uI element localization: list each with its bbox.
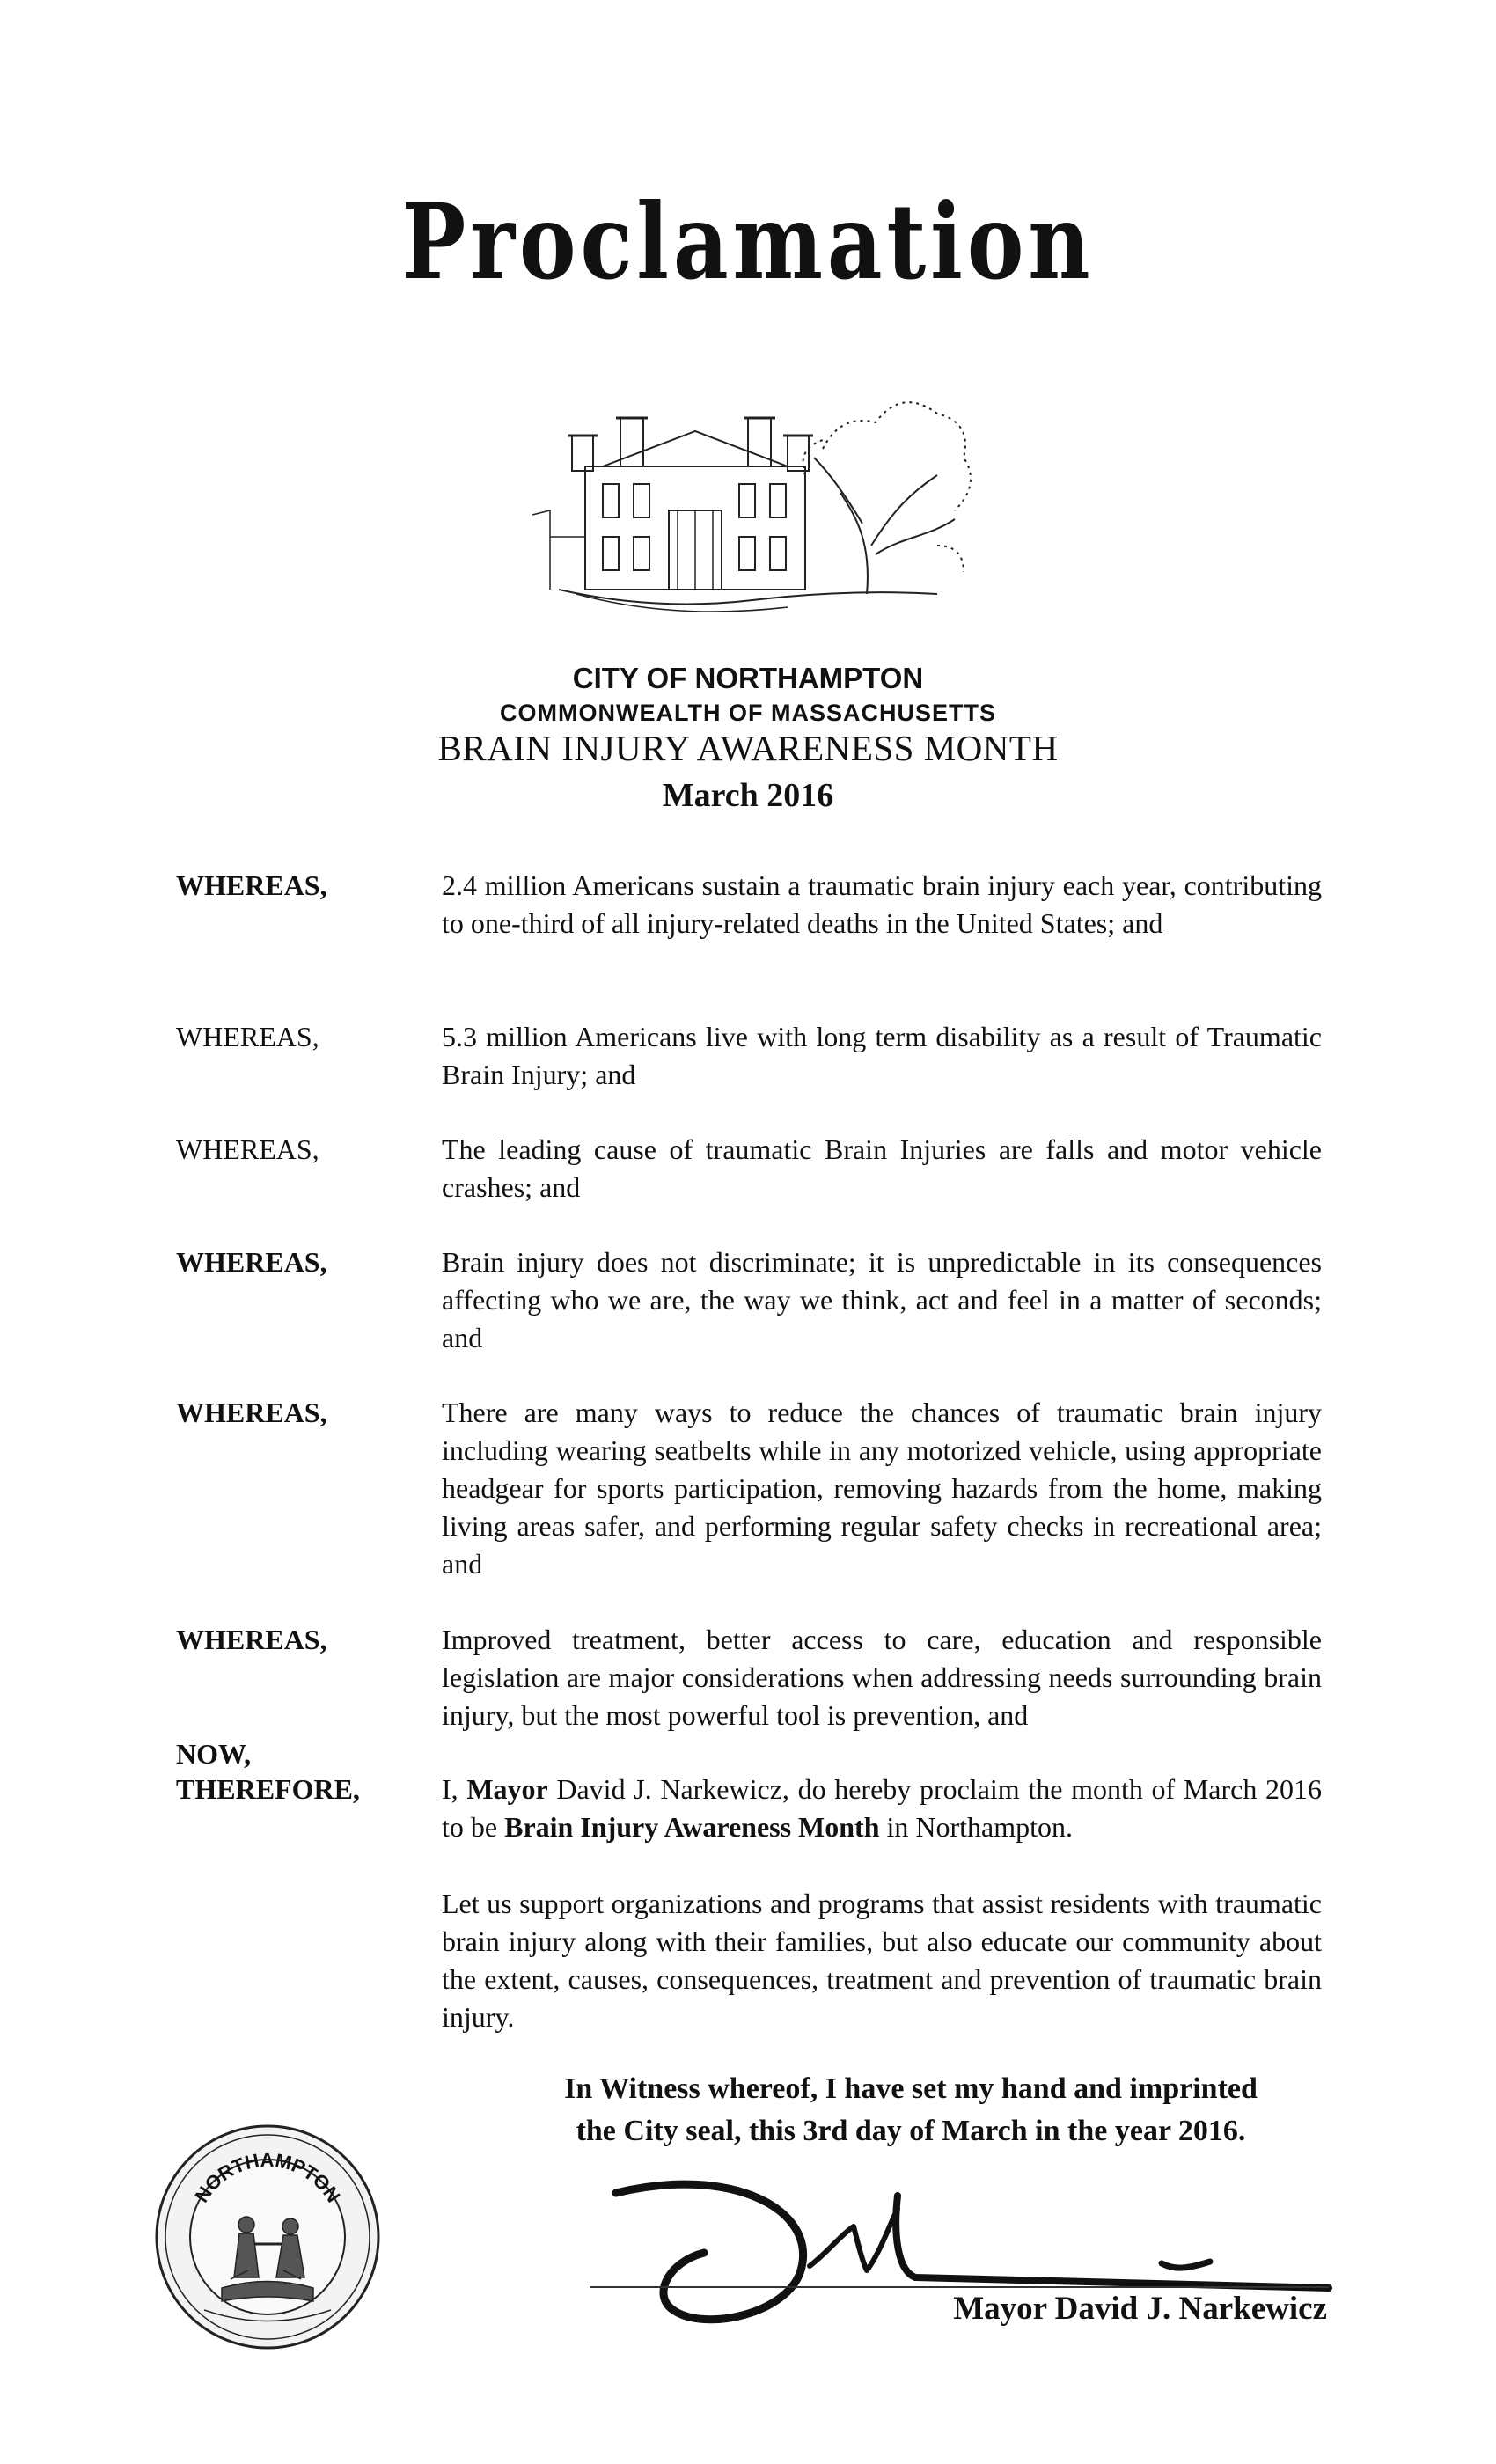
whereas-label: WHEREAS, [176, 1133, 319, 1165]
whereas-label: WHEREAS, [176, 1397, 327, 1428]
observance-heading: BRAIN INJURY AWARENESS MONTH [437, 728, 1059, 768]
whereas-label: WHEREAS, [176, 1021, 319, 1052]
commonwealth-heading: COMMONWEALTH OF MASSACHUSETTS [500, 700, 996, 726]
witness-line: In Witness whereof, I have set my hand and imprinted [564, 2072, 1258, 2105]
whereas-text: Improved treatment, better access to care, education and responsible legislation are major considerations when addressing needs surrounding brain injury, but the most powerful tool is prevention, and [442, 1624, 1322, 1731]
whereas-text: There are many ways to reduce the chances of traumatic brain injury including wearing seatbelts while in any motorized vehicle, using appropriate headgear for sports participation, removing hazards from the home, making living areas safer, and performing regular safety checks in recreational area; and [442, 1397, 1322, 1580]
whereas-label: WHEREAS, [176, 1246, 327, 1278]
whereas-text: 5.3 million Americans live with long term disability as a result of Traumatic Brain Injury; and [442, 1021, 1322, 1090]
whereas-label: WHEREAS, [176, 1624, 327, 1655]
date-heading: March 2016 [662, 777, 834, 814]
city-heading: CITY OF NORTHAMPTON [572, 662, 924, 694]
witness-statement [493, 2068, 1329, 2152]
whereas-label: WHEREAS, [176, 869, 327, 901]
proclamation-statement: I, Mayor David J. Narkewicz, do hereby proclaim the month of March 2016 to be Brain Injury Awareness Month in Northampton. [442, 1773, 1323, 1843]
support-paragraph: Let us support organizations and programs that assist residents with traumatic brain injury along with their families, but also educate our community about the extent, causes, consequences, treatment and prevention of traumatic brain injury. [442, 1888, 1322, 2033]
svg-text:NORTHAMPTON: NORTHAMPTON [190, 2148, 345, 2207]
witness-line: the City seal, this 3rd day of March in the year 2016. [576, 2115, 1246, 2147]
city-hall-illustration [524, 370, 981, 616]
document-title: Proclamation [401, 180, 1095, 303]
whereas-text: Brain injury does not discriminate; it is unpredictable in its consequences affecting who we are, the way we think, act and feel in a matter of seconds; and [442, 1246, 1322, 1353]
signatory-name: Mayor David J. Narkewicz [953, 2291, 1327, 2327]
therefore-label: THEREFORE, [176, 1773, 360, 1805]
whereas-text: 2.4 million Americans sustain a traumatic brain injury each year, contributing to one-third of all injury-related deaths in the United States; and [442, 869, 1322, 939]
city-seal [151, 2121, 384, 2353]
signature-line [590, 2286, 1329, 2288]
now-label: NOW, [176, 1738, 252, 1770]
whereas-text: The leading cause of traumatic Brain Injuries are falls and motor vehicle crashes; and [442, 1133, 1322, 1203]
